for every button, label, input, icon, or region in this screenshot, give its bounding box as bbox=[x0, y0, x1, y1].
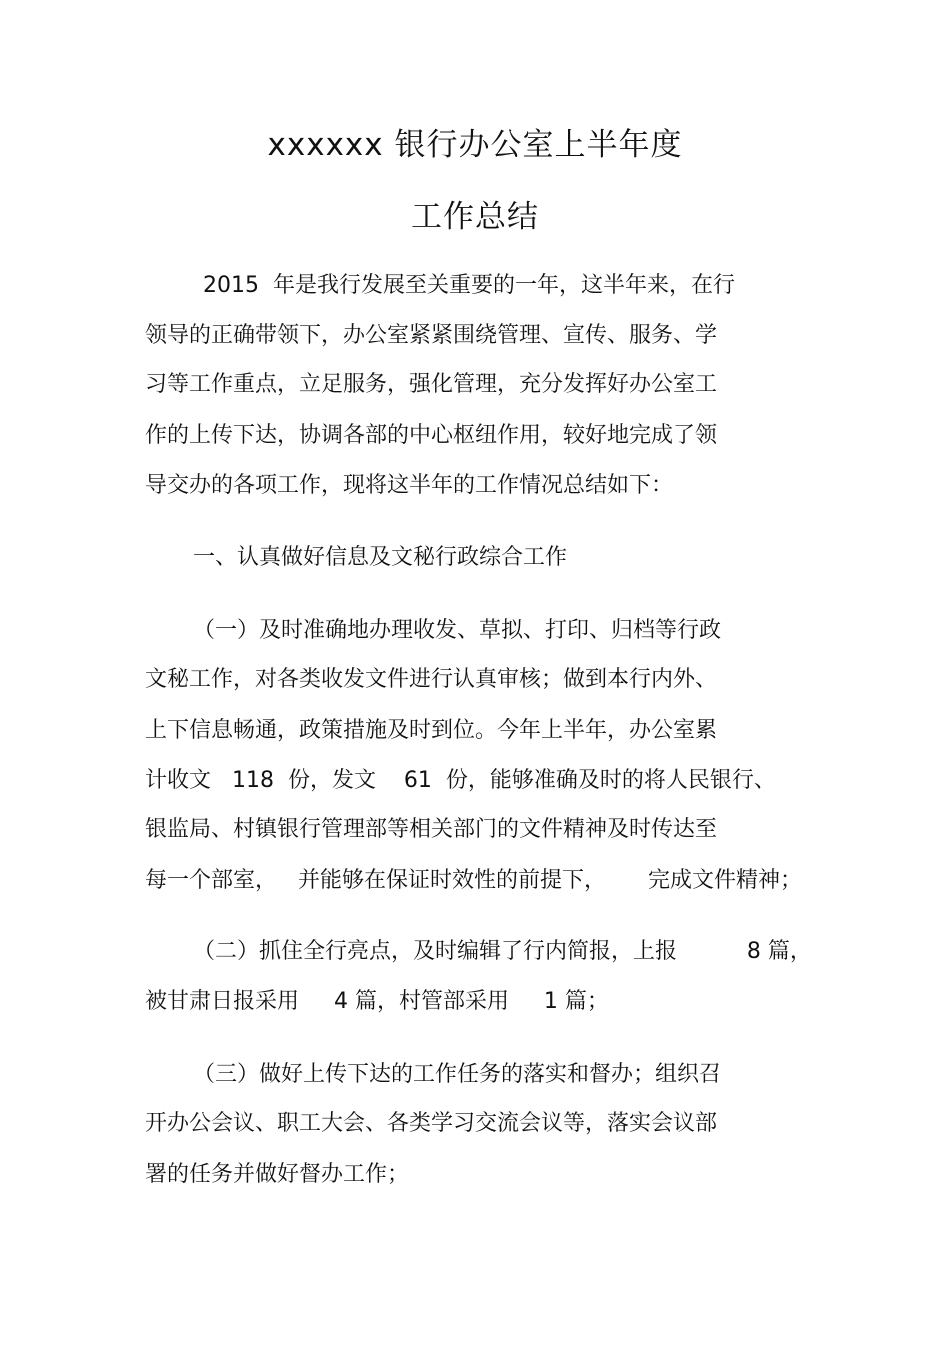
paragraph-line: 文秘工作，对各类收发文件进行认真审核；做到本行内外、 bbox=[145, 667, 718, 692]
paragraph-line: 上下信息畅通，政策措施及时到位。今年上半年，办公室累 bbox=[145, 718, 718, 743]
paragraph-line: 被甘肃日报采用 4 篇，村管部采用 1 篇； bbox=[145, 989, 609, 1014]
paragraph-line: （三）做好上传下达的工作任务的落实和督办；组织召 bbox=[193, 1062, 722, 1087]
paragraph-line: 署的任务并做好督办工作； bbox=[145, 1162, 410, 1187]
paragraph-line: 计收文 118 份，发文 61 份，能够准确及时的将人民银行、 bbox=[145, 768, 776, 793]
paragraph-line: 作的上传下达，协调各部的中心枢纽作用，较好地完成了领 bbox=[145, 423, 718, 448]
paragraph-line: （二）抓住全行亮点，及时编辑了行内简报，上报 8 篇， bbox=[193, 939, 812, 964]
paragraph-line: 习等工作重点，立足服务，强化管理，充分发挥好办公室工 bbox=[145, 372, 718, 397]
paragraph-line: 每一个部室， 并能够在保证时效性的前提下， 完成文件精神； bbox=[145, 868, 802, 893]
document-title-line1: xxxxxx 银行办公室上半年度 bbox=[267, 127, 683, 163]
paragraph-line: 导交办的各项工作，现将这半年的工作情况总结如下： bbox=[145, 473, 674, 498]
paragraph-line: 银监局、村镇银行管理部等相关部门的文件精神及时传达至 bbox=[145, 817, 718, 842]
paragraph-line: （一）及时准确地办理收发、草拟、打印、归档等行政 bbox=[193, 618, 722, 643]
paragraph-line: 领导的正确带领下，办公室紧紧围绕管理、宣传、服务、学 bbox=[145, 323, 718, 348]
section-heading: 一、认真做好信息及文秘行政综合工作 bbox=[193, 545, 568, 570]
paragraph-line: 开办公会议、职工大会、各类学习交流会议等，落实会议部 bbox=[145, 1111, 718, 1136]
document-title-line2: 工作总结 bbox=[411, 199, 539, 235]
paragraph-line: 2015 年是我行发展至关重要的一年，这半年来，在行 bbox=[203, 273, 735, 298]
